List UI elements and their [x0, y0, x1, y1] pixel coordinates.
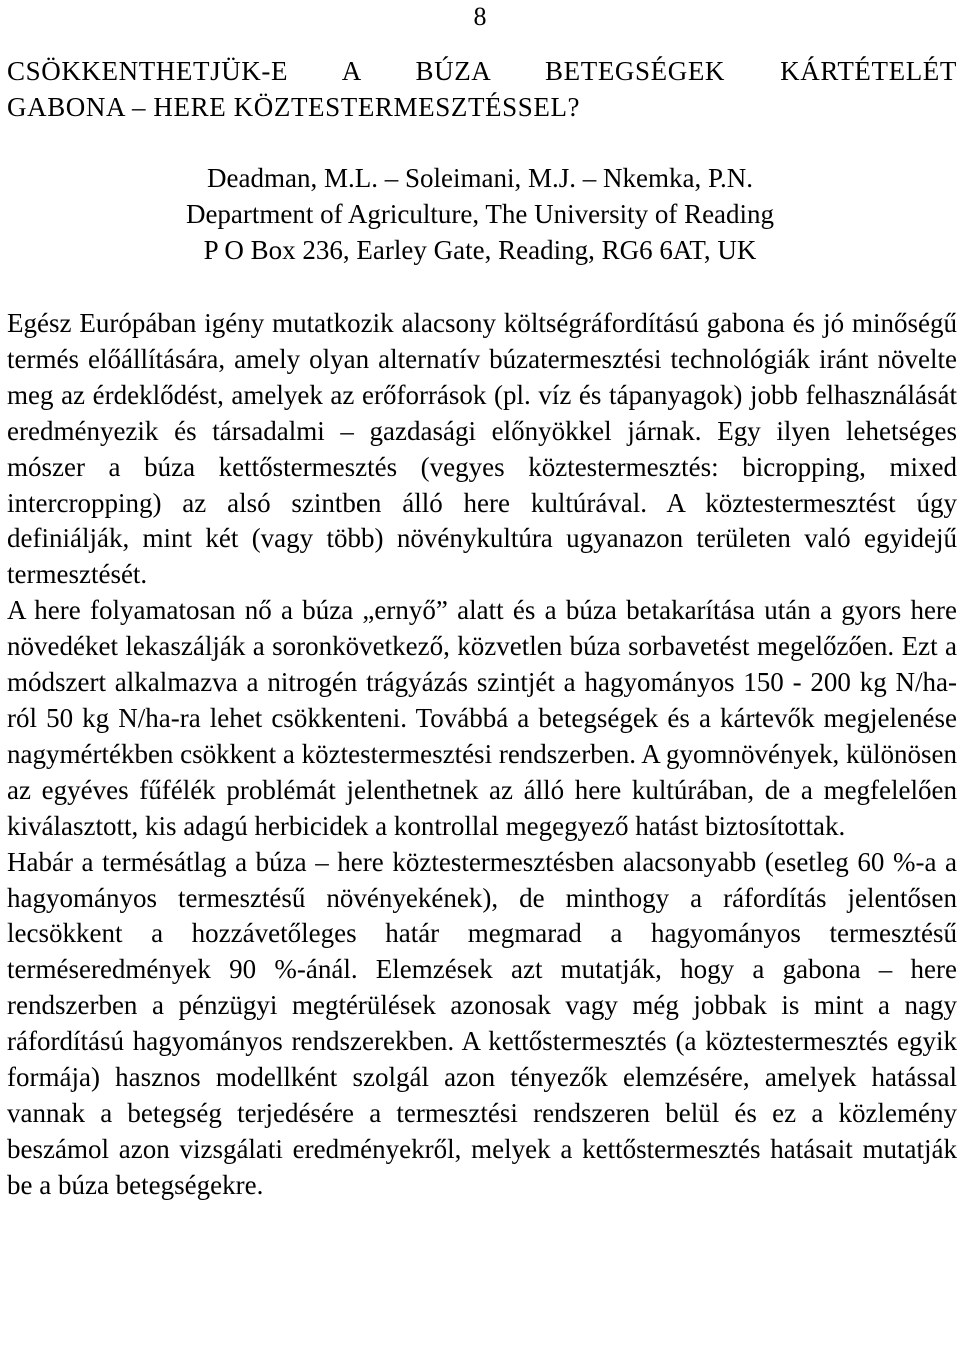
- paragraph: Habár a termésátlag a búza – here köztestermesztésben alacsonyabb (esetleg 60 %-a a hagyományos termesztésű növényekének), de minthogy a ráfordítás jelentősen lecsökkent a hozzávetőleges határ megmarad a hagyományos termesztésű terméseredmények 90 %-ánál. Elemzések azt mutatják, hogy a gabona – here rendszerben a pénzügyi megtérülések azonosak vagy még jobbak is mint a nagy ráfordítású hagyományos rendszerekben. A kettőstermesztés (a köztestermesztés egyik formája) hasznos modellként szolgál azon tényezők elemzésére, amelyek hatással vannak a betegség terjedésére a termesztési rendszeren belül és ez a közlemény beszámol azon vizsgálati eredményekről, melyek a kettőstermesztés hatásait mutatják be a búza betegségekre.: [7, 846, 957, 1200]
- author-block: [0, 160, 960, 268]
- author-affiliation: Department of Agriculture, The University of Reading: [185, 199, 775, 229]
- paragraph: A here folyamatosan nő a búza „ernyő” alatt és a búza betakarítása után a gyors here növedéket lekaszálják a soronkövetkező, közvetlen búza sorbavetést megelőzően. Ezt a módszert alkalmazva a nitrogén trágyázás szintjét a hagyományos 150 - 200 kg N/ha-ról 50 kg N/ha-ra lehet csökkenteni. Továbbá a betegségek és a kártevők megjelenése nagymértékben csökkent a köztestermesztési rendszerben. A gyomnövények, különösen az egyéves fűfélék problémát jelenthetnek az álló here kultúrában, de a megfelelően kiválasztott, kis adagú herbicidek a kontrollal megegyező hatást biztosítottak.: [7, 595, 957, 841]
- article-body: [7, 306, 957, 1204]
- article-title: [7, 53, 957, 125]
- title-line-1: CSÖKKENTHETJÜK-E A BÚZA BETEGSÉGEK KÁRTÉTELÉT: [7, 56, 957, 86]
- title-line-2: GABONA – HERE KÖZTESTERMESZTÉSSEL?: [7, 92, 581, 122]
- paragraph: Egész Európában igény mutatkozik alacsony költségráfordítású gabona és jó minőségű termés előállítására, amely olyan alternatív búzatermesztési technológiák iránt növelte meg az érdeklődést, amelyek az erőforrások (pl. víz és tápanyagok) jobb felhasználását eredményezik és társadalmi – gazdasági előnyökkel járnak. Egy ilyen lehetséges mószer a búza kettőstermesztés (vegyes köztestermesztés: bicropping, mixed intercropping) az alsó szintben álló here kultúrával. A köztestermesztést úgy definiálják, mint két (vagy több) növénykultúra ugyanazon területen való egyidejű termesztését.: [7, 308, 957, 590]
- author-names: Deadman, M.L. – Soleimani, M.J. – Nkemka, P.N.: [207, 163, 753, 193]
- page-number: 8: [473, 2, 487, 31]
- author-address: P O Box 236, Earley Gate, Reading, RG6 6AT, UK: [203, 235, 757, 265]
